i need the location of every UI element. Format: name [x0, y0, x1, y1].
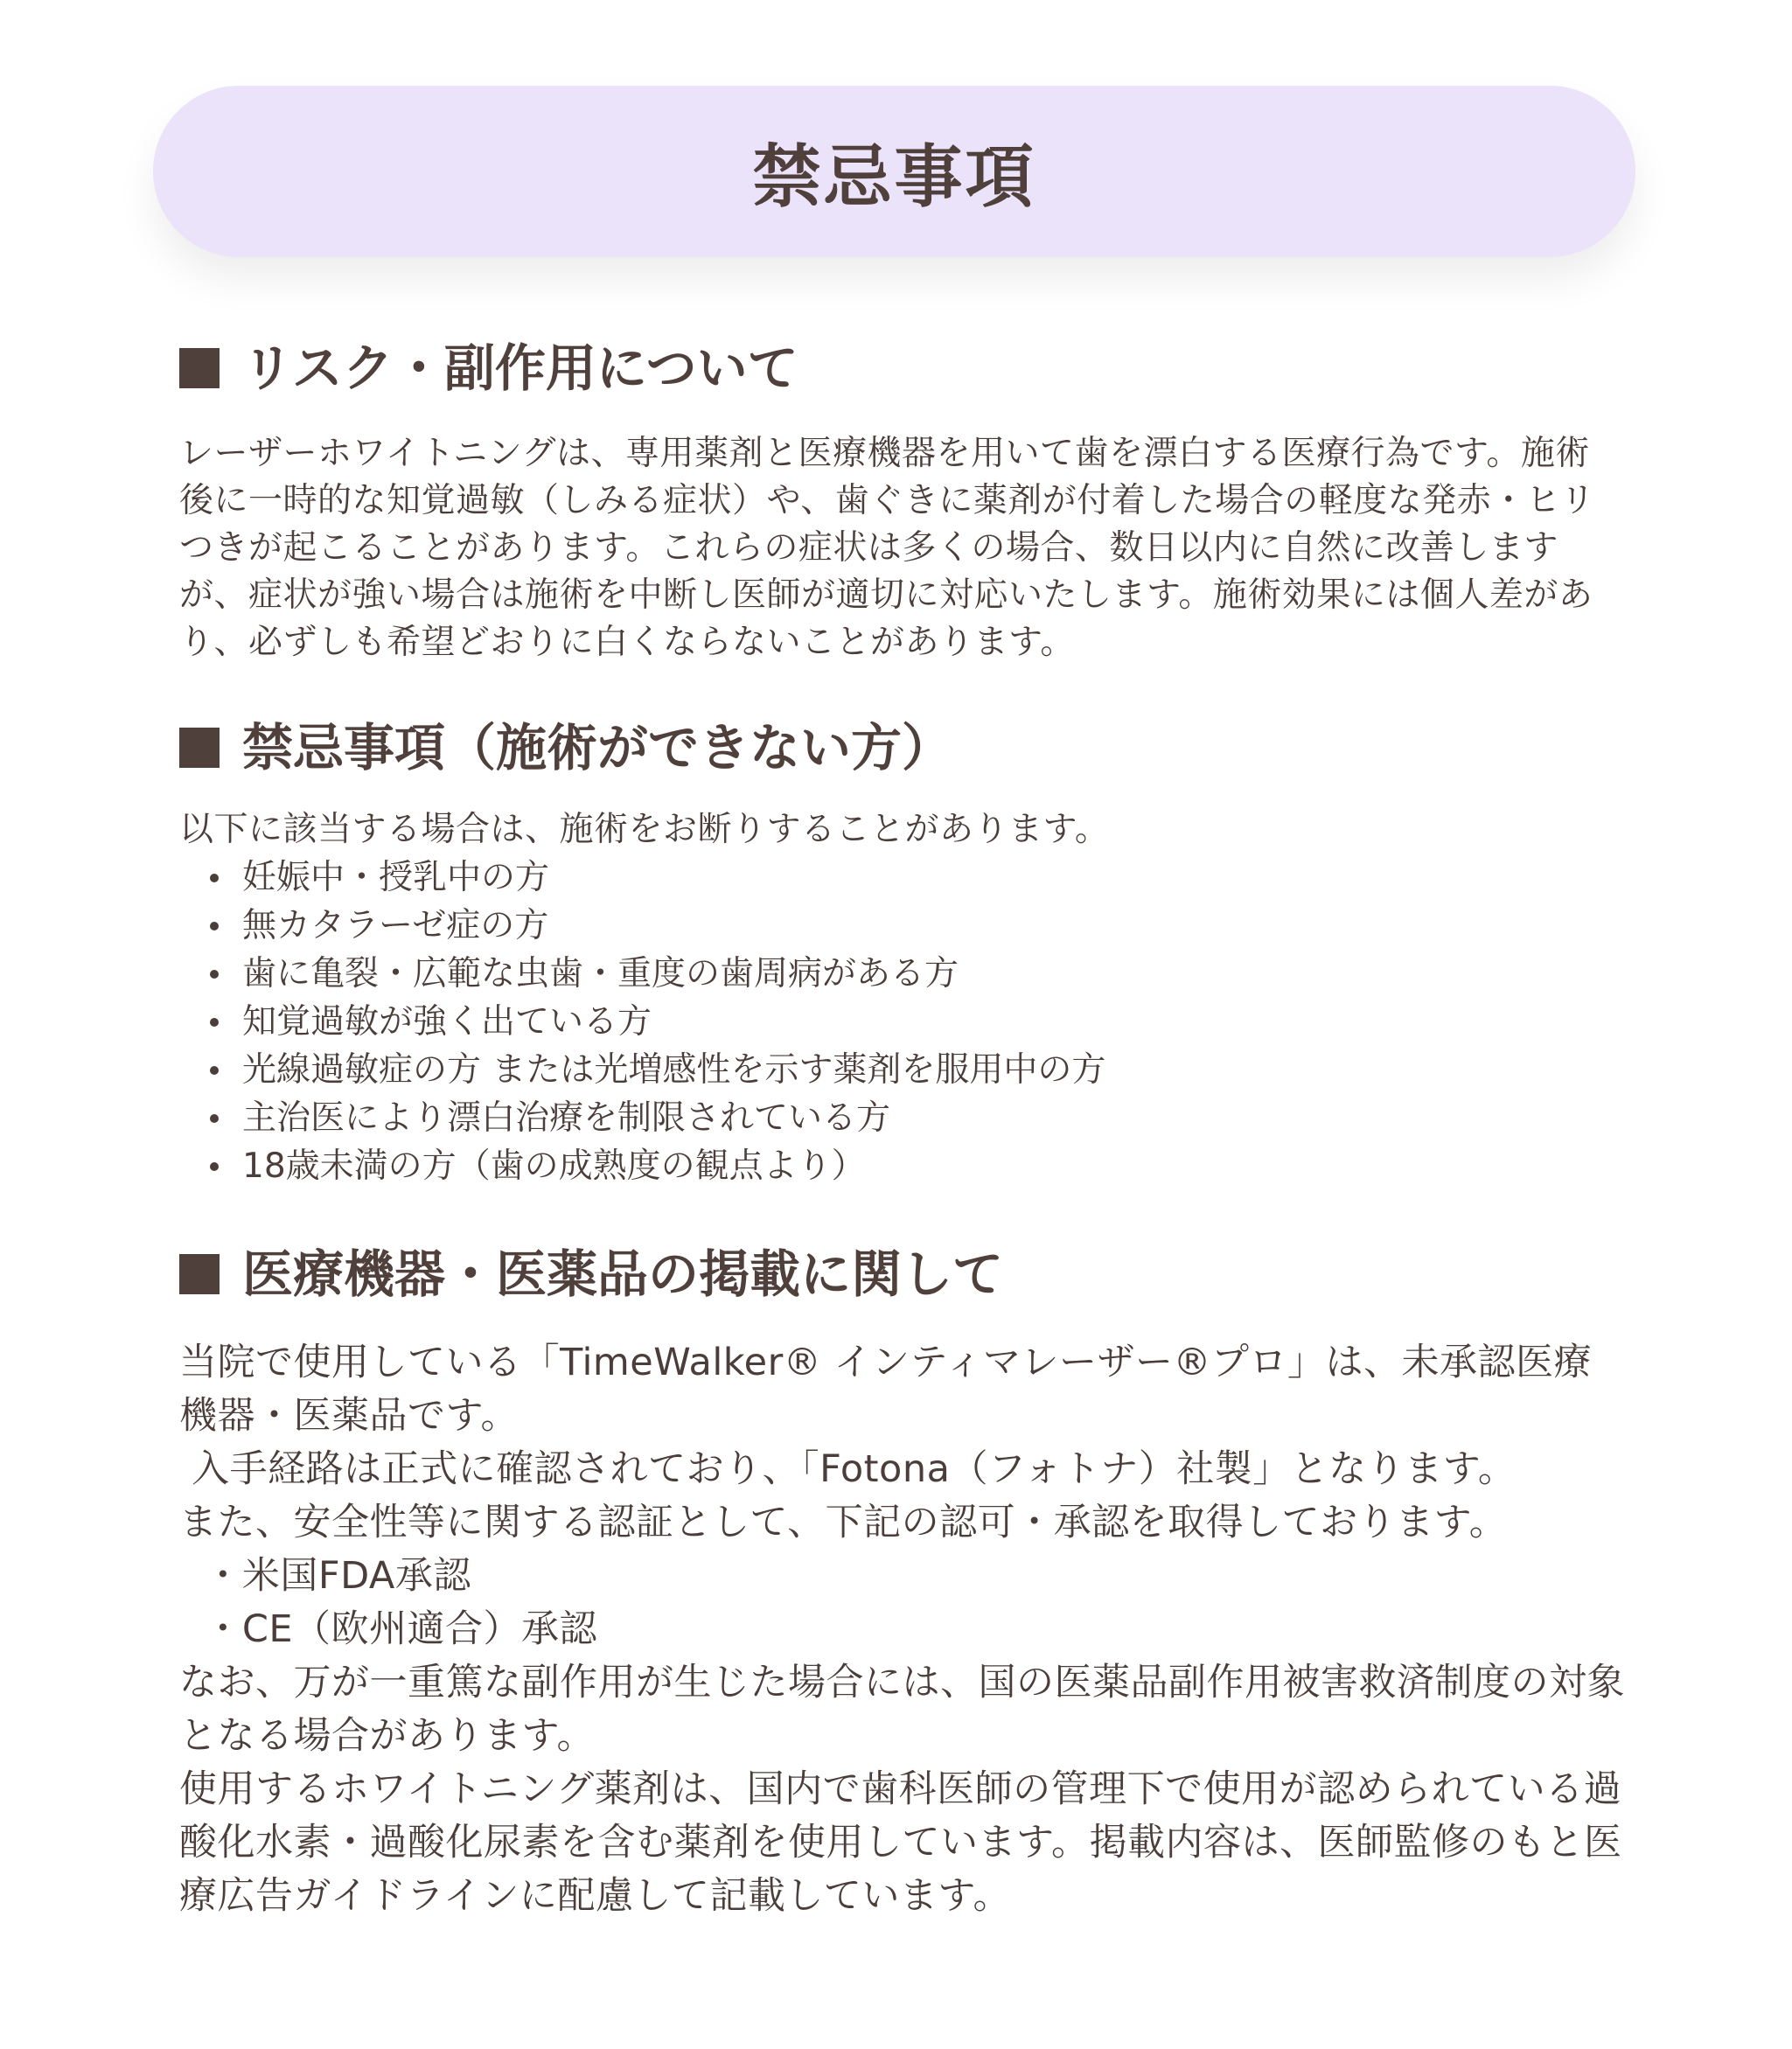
square-bullet-icon	[179, 1254, 220, 1294]
paragraph-line: ・米国FDA承認	[179, 1554, 471, 1598]
paragraph-line: 使用するホワイトニング薬剤は、国内で歯科医師の管理下で使用が認められている過	[179, 1767, 1622, 1811]
paragraph-line: り、必ずしも希望どおりに白くならないことがあります。	[179, 623, 1075, 662]
section-heading-risk	[179, 338, 1631, 398]
paragraph-line: 酸化水素・過酸化尿素を含む薬剤を使用しています。掲載内容は、医師監修のもと医	[179, 1821, 1622, 1864]
section-heading-device	[179, 1244, 1631, 1304]
paragraph-line: 機器・医薬品です。	[179, 1394, 519, 1438]
paragraph-line: なお、万が一重篤な副作用が生じた場合には、国の医薬品副作用被害救済制度の対象	[179, 1661, 1625, 1704]
bullet-dot-icon	[210, 1066, 219, 1075]
list-item: 光線過敏症の方 または光増感性を示す薬剤を服用中の方	[179, 1046, 1631, 1094]
paragraph-line: レーザーホワイトニングは、専用薬剤と医療機器を用いて歯を漂白する医療行為です。施術	[179, 434, 1590, 473]
paragraph-line: つきが起こることがあります。これらの症状は多くの場合、数日以内に自然に改善します	[179, 528, 1558, 568]
list-item: 妊娠中・授乳中の方	[179, 854, 1631, 902]
bullet-dot-icon	[210, 1114, 219, 1123]
paragraph-line: 療広告ガイドラインに配慮して記載しています。	[179, 1874, 1011, 1918]
bullet-dot-icon	[210, 1162, 219, 1171]
bullet-dot-icon	[210, 1018, 219, 1027]
device-paragraph	[179, 1336, 1631, 1923]
section-device	[179, 1244, 1631, 1923]
paragraph-line: ・CE（欧州適合）承認	[179, 1607, 598, 1651]
section-contraindications	[179, 718, 1631, 1190]
paragraph-line: 当院で使用している「TimeWalker® インティマレーザー®プロ」は、未承認医療	[179, 1341, 1593, 1384]
paragraph-line: 後に一時的な知覚過敏（しみる症状）や、歯ぐきに薬剤が付着した場合の軽度な発赤・ヒリ	[179, 481, 1595, 520]
heading-text: リスク・副作用について	[242, 338, 798, 398]
list-item: 知覚過敏が強く出ている方	[179, 998, 1631, 1046]
page-title: 禁忌事項	[752, 138, 1036, 217]
section-heading-contraindications	[179, 718, 1631, 777]
list-item: 18歳未満の方（歯の成熟度の観点より）	[179, 1142, 1631, 1190]
section-risk	[179, 338, 1631, 666]
risk-paragraph	[179, 430, 1631, 666]
paragraph-line: となる場合があります。	[179, 1714, 596, 1758]
list-item: 無カタラーゼ症の方	[179, 902, 1631, 950]
paragraph-line: また、安全性等に関する認証として、下記の認可・承認を取得しております。	[179, 1501, 1508, 1544]
paragraph-line: 入手経路は正式に確認されており、「Fotona（フォトナ）社製」となります。	[179, 1447, 1517, 1491]
square-bullet-icon	[179, 728, 220, 768]
bullet-dot-icon	[210, 874, 219, 882]
square-bullet-icon	[179, 348, 220, 388]
contraindication-list	[179, 854, 1631, 1190]
list-item: 主治医により漂白治療を制限されている方	[179, 1094, 1631, 1142]
contra-intro: 以下に該当する場合は、施術をお断りすることがあります。	[179, 810, 1110, 849]
bullet-dot-icon	[210, 970, 219, 979]
title-banner	[153, 86, 1635, 257]
bullet-dot-icon	[210, 922, 219, 930]
heading-text: 禁忌事項（施術ができない方）	[242, 718, 953, 777]
list-item: 歯に亀裂・広範な虫歯・重度の歯周病がある方	[179, 950, 1631, 998]
heading-text: 医療機器・医薬品の掲載に関して	[242, 1244, 1004, 1304]
paragraph-line: が、症状が強い場合は施術を中断し医師が適切に対応いたします。施術効果には個人差があ	[179, 575, 1593, 615]
